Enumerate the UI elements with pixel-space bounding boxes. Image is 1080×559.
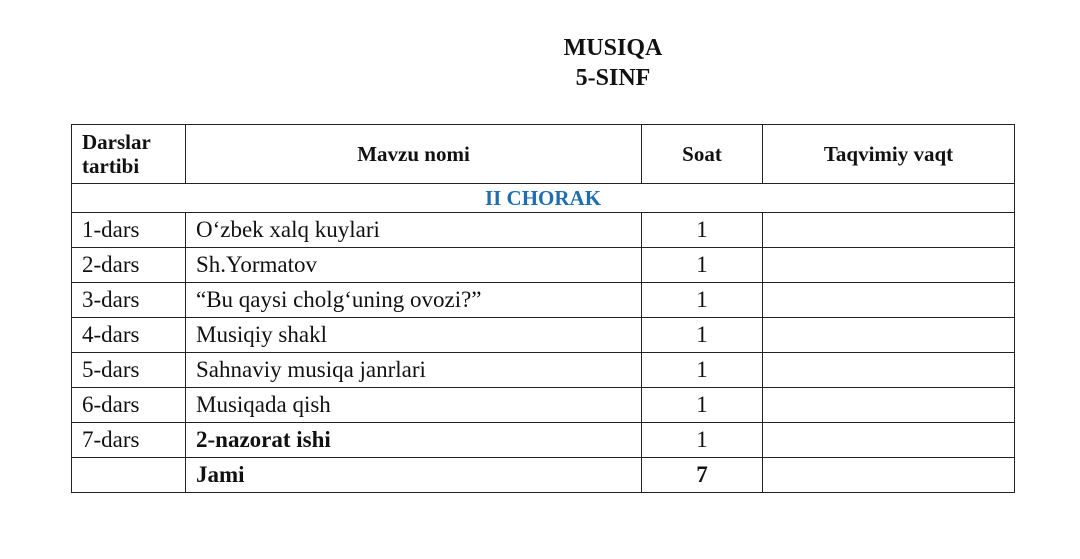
row-calendar (763, 353, 1015, 388)
document-title: MUSIQA (563, 35, 663, 61)
row-order: 2-dars (72, 248, 186, 283)
row-calendar (763, 388, 1015, 423)
header-hours: Soat (642, 125, 763, 184)
row-calendar (763, 283, 1015, 318)
row-topic: Sh.Yormatov (186, 248, 642, 283)
row-order: 6-dars (72, 388, 186, 423)
total-row (72, 458, 1015, 493)
row-topic: O‘zbek xalq kuylari (186, 213, 642, 248)
row-topic: “Bu qaysi cholg‘uning ovozi?” (186, 283, 642, 318)
header-order (72, 125, 186, 184)
row-topic: Musiqada qish (186, 388, 642, 423)
row-hours: 1 (642, 248, 763, 283)
table-row (72, 388, 1015, 423)
header-calendar: Taqvimiy vaqt (763, 125, 1015, 184)
row-topic: Sahnaviy musiqa janrlari (186, 353, 642, 388)
row-calendar (763, 318, 1015, 353)
header-order-line1: Darslar (82, 130, 151, 154)
section-row (72, 184, 1015, 213)
row-order: 7-dars (72, 423, 186, 458)
table-row (72, 353, 1015, 388)
row-order: 3-dars (72, 283, 186, 318)
section-label: II CHORAK (72, 184, 1015, 213)
total-hours: 7 (642, 458, 763, 493)
row-hours: 1 (642, 353, 763, 388)
row-hours: 1 (642, 283, 763, 318)
row-hours: 1 (642, 388, 763, 423)
total-order (72, 458, 186, 493)
table-row (72, 283, 1015, 318)
row-hours: 1 (642, 423, 763, 458)
row-hours: 1 (642, 213, 763, 248)
row-calendar (763, 248, 1015, 283)
row-order: 1-dars (72, 213, 186, 248)
total-calendar (763, 458, 1015, 493)
lesson-plan-table (71, 124, 1015, 493)
table-header-row (72, 125, 1015, 184)
row-topic: Musiqiy shakl (186, 318, 642, 353)
header-order-line2: tartibi (82, 154, 140, 178)
header-topic: Mavzu nomi (186, 125, 642, 184)
table-row (72, 213, 1015, 248)
table-row (72, 248, 1015, 283)
table-row (72, 318, 1015, 353)
row-topic: 2-nazorat ishi (186, 423, 642, 458)
row-hours: 1 (642, 318, 763, 353)
table-row (72, 423, 1015, 458)
total-label: Jami (186, 458, 642, 493)
row-calendar (763, 213, 1015, 248)
row-order: 4-dars (72, 318, 186, 353)
document-subtitle: 5-SINF (575, 65, 651, 91)
row-order: 5-dars (72, 353, 186, 388)
row-calendar (763, 423, 1015, 458)
